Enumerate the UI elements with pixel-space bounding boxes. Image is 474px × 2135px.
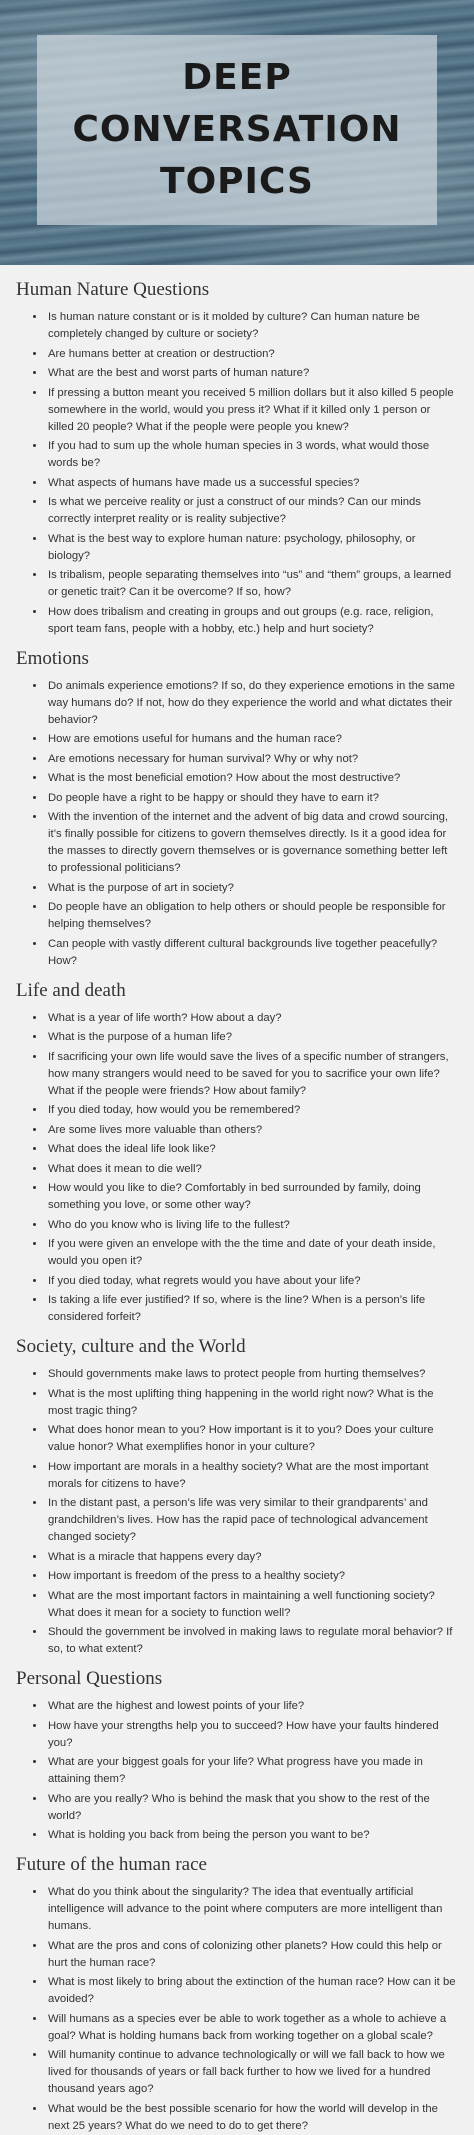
question-list [16,678,458,970]
question-item: • If you had to sum up the whole human species in 3 words, what would those words be? [46,438,458,472]
question-item: • If you died today, what regrets would you have about your life? [46,1273,458,1290]
question-item: • What is holding you back from being the person you want to be? [46,1827,458,1844]
content [0,265,474,2135]
question-item: • What would be the best possible scenario for how the world will develop in the next 25 years? What do we need to do to get there? [46,2101,458,2135]
question-list [16,1366,458,1658]
section-heading: Human Nature Questions [16,279,210,300]
title-line: CONVERSATION [72,109,402,150]
question-item: • What do you think about the singularity? The idea that eventually artificial intelligence will advance to the point where computers are more intelligent than humans. [46,1884,458,1935]
question-item: • How would you like to die? Comfortably in bed surrounded by family, doing something you love, or some other way? [46,1180,458,1214]
question-item: • With the invention of the internet and the advent of big data and crowd sourcing, it’s finally possible for citizens to govern themselves directly. Is it a good idea for the masses to directly govern themselves or is governance something better left to professional politicians? [46,809,458,877]
question-item: • What is a miracle that happens every day? [46,1549,458,1566]
question-item: • What is the most beneficial emotion? How about the most destructive? [46,770,458,787]
question-list [16,1884,458,2135]
question-item: • How important are morals in a healthy society? What are the most important morals for citizens to have? [46,1459,458,1493]
question-item: • If pressing a button meant you received 5 million dollars but it also killed 5 people somewhere in the world, would you press it? What if it killed only 1 person or killed 20 people? What if the people were people you knew? [46,385,458,436]
question-item: • If you died today, how would you be remembered? [46,1102,458,1119]
question-item: • Should governments make laws to protect people from hurting themselves? [46,1366,458,1383]
question-item: • Are humans better at creation or destruction? [46,346,458,363]
title-line: DEEP [182,57,292,98]
question-item: • Are some lives more valuable than others? [46,1122,458,1139]
question-list [16,309,458,638]
question-item: • What aspects of humans have made us a successful species? [46,475,458,492]
question-item: • What is the purpose of a human life? [46,1029,458,1046]
question-item: • In the distant past, a person’s life was very similar to their grandparents’ and grandchildren’s lives. How has the rapid pace of technological advancement changed society? [46,1495,458,1546]
question-item: • What is the best way to explore human nature: psychology, philosophy, or biology? [46,531,458,565]
question-item: • Do animals experience emotions? If so, do they experience emotions in the same way humans do? If not, how do they experience the world and what dictates their behavior? [46,678,458,729]
title-box [37,35,437,225]
section-heading: Emotions [16,647,89,669]
section-heading: Life and death [16,979,126,1001]
section-heading: Society, culture and the World [16,1336,246,1357]
question-item: • Are emotions necessary for human survival? Why or why not? [46,751,458,768]
question-item: • What does it mean to die well? [46,1161,458,1178]
question-item: • Will humans as a species ever be able to work together as a whole to achieve a goal? What is holding humans back from working together on a global scale? [46,2011,458,2045]
question-item: • Should the government be involved in making laws to regulate moral behavior? If so, to what extent? [46,1624,458,1658]
question-item: • Do people have a right to be happy or should they have to earn it? [46,790,458,807]
question-item: • How does tribalism and creating in groups and out groups (e.g. race, religion, sport team fans, people with a hobby, etc.) help and hurt society? [46,604,458,638]
question-list [16,1010,458,1327]
question-item: • What are your biggest goals for your life? What progress have you made in attaining them? [46,1754,458,1788]
question-item: • What are the most important factors in maintaining a well functioning society? What does it mean for a society to function well? [46,1588,458,1622]
question-item: • What are the highest and lowest points of your life? [46,1698,458,1715]
question-item: • How important is freedom of the press to a healthy society? [46,1568,458,1585]
question-list [16,1698,458,1844]
question-item: • What are the best and worst parts of human nature? [46,365,458,382]
question-item: • What are the pros and cons of colonizing other planets? How could this help or hurt the human race? [46,1938,458,1972]
question-item: • If sacrificing your own life would save the lives of a specific number of strangers, how many strangers would need to be saved for you to sacrifice your own life? What if the people were friends? How about family? [46,1049,458,1100]
question-item: • What is the most uplifting thing happening in the world right now? What is the most tragic thing? [46,1386,458,1420]
question-item: • How have your strengths help you to succeed? How have your faults hindered you? [46,1718,458,1752]
section-heading: Personal Questions [16,1668,163,1689]
question-item: • How are emotions useful for humans and the human race? [46,731,458,748]
section-heading: Future of the human race [16,1854,207,1875]
question-item: • What is most likely to bring about the extinction of the human race? How can it be avoided? [46,1974,458,2008]
question-item: • Can people with vastly different cultural backgrounds live together peacefully? How? [46,936,458,970]
question-item: • What is the purpose of art in society? [46,880,458,897]
question-item: • What does honor mean to you? How important is it to you? Does your culture value honor? What exemplifies honor in your culture? [46,1422,458,1456]
question-item: • Is human nature constant or is it molded by culture? Can human nature be completely changed by culture or society? [46,309,458,343]
question-item: • What is a year of life worth? How about a day? [46,1010,458,1027]
question-item: • If you were given an envelope with the the time and date of your death inside, would you open it? [46,1236,458,1270]
question-item: • Will humanity continue to advance technologically or will we fall back to how we lived for thousands of years or fall back further to how we lived for a hundred thousand years ago? [46,2047,458,2098]
title-line: TOPICS [160,161,314,202]
question-item: • Is tribalism, people separating themselves into “us” and “them” groups, a learned or genetic trait? Can it be overcome? If so, how? [46,567,458,601]
header-image [0,0,474,265]
question-item: • Who are you really? Who is behind the mask that you show to the rest of the world? [46,1791,458,1825]
question-item: • Is what we perceive reality or just a construct of our minds? Can our minds correctly interpret reality or is reality subjective? [46,494,458,528]
question-item: • Do people have an obligation to help others or should people be responsible for helping themselves? [46,899,458,933]
question-item: • Who do you know who is living life to the fullest? [46,1217,458,1234]
question-item: • Is taking a life ever justified? If so, where is the line? When is a person’s life considered forfeit? [46,1292,458,1326]
question-item: • What does the ideal life look like? [46,1141,458,1158]
